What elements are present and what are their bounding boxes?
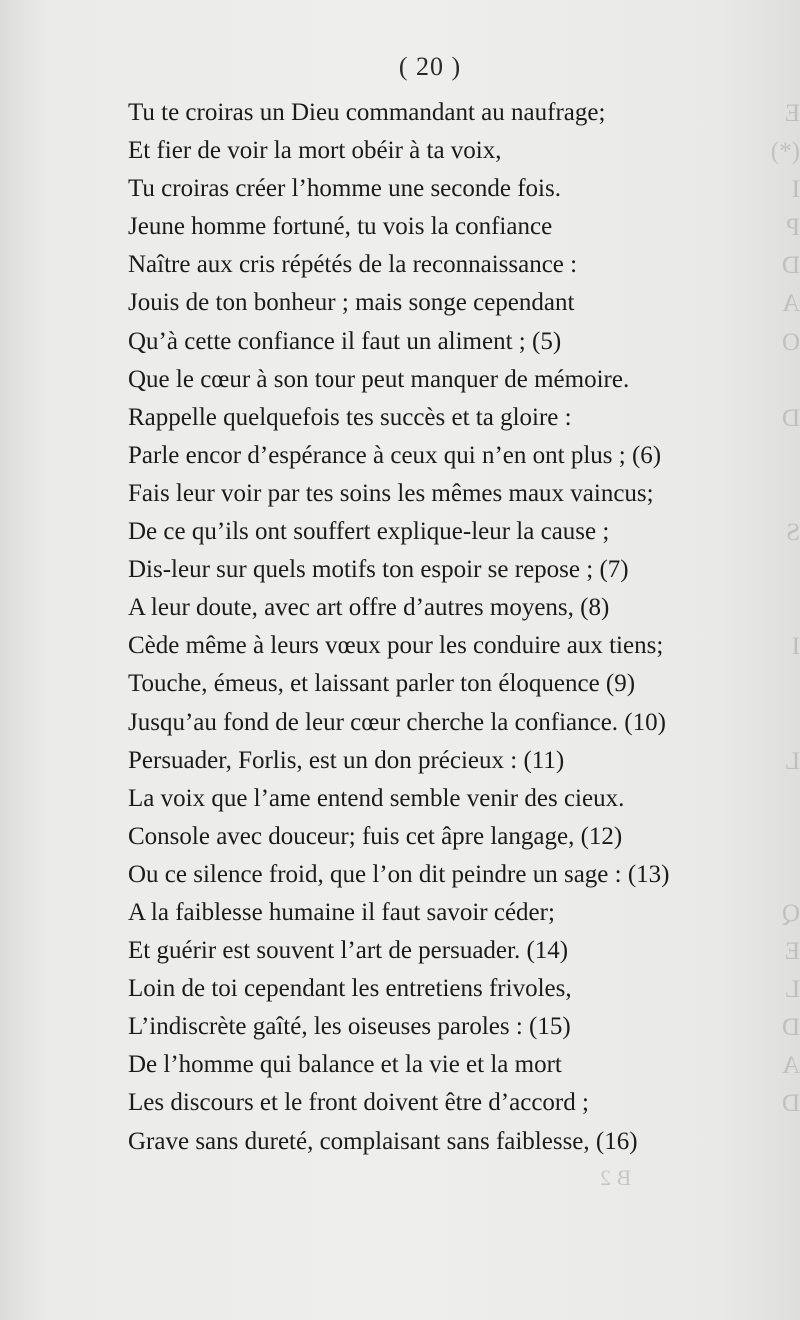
verse-line: Que le cœur à son tour peut manquer de mémoire. (128, 365, 630, 393)
show-through-letter: D (781, 1090, 800, 1118)
verse-line: Naître aux cris répétés de la reconnaissance : (128, 251, 578, 279)
verse-line: Jusqu’au fond de leur cœur cherche la confiance. (10) (128, 708, 666, 736)
verse-line: La voix que l’ame entend semble venir des cieux. (128, 784, 625, 812)
verse-line: Rappelle quelquefois tes succès et ta gloire : (128, 403, 572, 431)
show-through-letter: (*) (770, 138, 800, 166)
show-through-letter: D (781, 1014, 800, 1042)
show-through-letter (730, 552, 800, 590)
show-through-letter (730, 1124, 800, 1162)
show-through-letter: A (781, 1052, 800, 1080)
show-through-letter (730, 857, 800, 895)
verse-line: Jouis de ton bonheur ; mais songe cependant (128, 289, 575, 317)
verse-line: Et guérir est souvent l’art de persuader. (14) (128, 937, 569, 965)
verse-line: Loin de toi cependant les entretiens frivoles, (128, 975, 572, 1003)
page-number: ( 20 ) (398, 52, 462, 81)
verse-line: Les discours et le front doivent être d’accord ; (128, 1089, 589, 1117)
show-through-letter: L (784, 976, 800, 1004)
verse-line: A leur doute, avec art offre d’autres moyens, (8) (128, 594, 610, 622)
verse-line: Jeune homme fortuné, tu vois la confiance (128, 213, 553, 241)
show-through-letter (730, 438, 800, 476)
show-through-letter: S (786, 519, 800, 547)
verse-line: Tu croiras créer l’homme une seconde fois. (128, 175, 561, 203)
show-through-letter: A (781, 290, 800, 318)
show-through-letter (730, 666, 800, 704)
show-through-letter: D (781, 404, 800, 432)
poem-verse (128, 94, 788, 1161)
show-through-letter: L (784, 747, 800, 775)
show-through-letter: E (784, 938, 800, 966)
verse-line: Parle encor d’espérance à ceux qui n’en ont plus ; (6) (128, 441, 662, 469)
verse-line: L’indiscrète gaîté, les oiseuses paroles : (15) (128, 1013, 571, 1041)
show-through-letter: P (786, 214, 800, 242)
verse-line: Cède même à leurs vœux pour les conduire aux tiens; (128, 632, 664, 660)
show-through-letter (730, 476, 800, 514)
show-through-letter (730, 590, 800, 628)
verse-line: Dis-leur sur quels motifs ton espoir se repose ; (7) (128, 556, 629, 584)
verse-line: Console avec douceur; fuis cet âpre langage, (12) (128, 822, 623, 850)
show-through-letter (730, 781, 800, 819)
show-through-letter: Q (781, 899, 800, 927)
show-through-text (730, 95, 800, 1205)
verse-line: A la faiblesse humaine il faut savoir céder; (128, 898, 555, 926)
verse-line: Qu’à cette confiance il faut un aliment ; (5) (128, 327, 562, 355)
verse-line: Persuader, Forlis, est un don précieux : (11) (128, 746, 565, 774)
show-through-letter (730, 362, 800, 400)
verse-line: Fais leur voir par tes soins les mêmes maux vaincus; (128, 479, 654, 507)
show-through-letter: E (784, 100, 800, 127)
show-through-letter: I (791, 176, 800, 204)
verse-line: Grave sans dureté, complaisant sans faiblesse, (16) (128, 1127, 638, 1155)
show-through-letter (730, 819, 800, 857)
verse-line: Tu te croiras un Dieu commandant au naufrage; (128, 99, 606, 126)
show-through-letter: I (791, 633, 800, 661)
verse-line: Touche, émeus, et laissant parler ton éloquence (9) (128, 670, 636, 698)
verse-line: Ou ce silence froid, que l’on dit peindre un sage : (13) (128, 860, 670, 888)
verse-line: De ce qu’ils ont souffert explique-leur la cause ; (128, 518, 610, 546)
verse-line: De l’homme qui balance et la vie et la mort (128, 1051, 562, 1079)
show-through-letter (730, 705, 800, 743)
verse-line: Et fier de voir la mort obéir à ta voix, (128, 137, 502, 165)
show-through-letter: O (781, 328, 800, 356)
show-through-letter: D (781, 252, 800, 280)
show-through-signature: B 2 (600, 1165, 632, 1190)
